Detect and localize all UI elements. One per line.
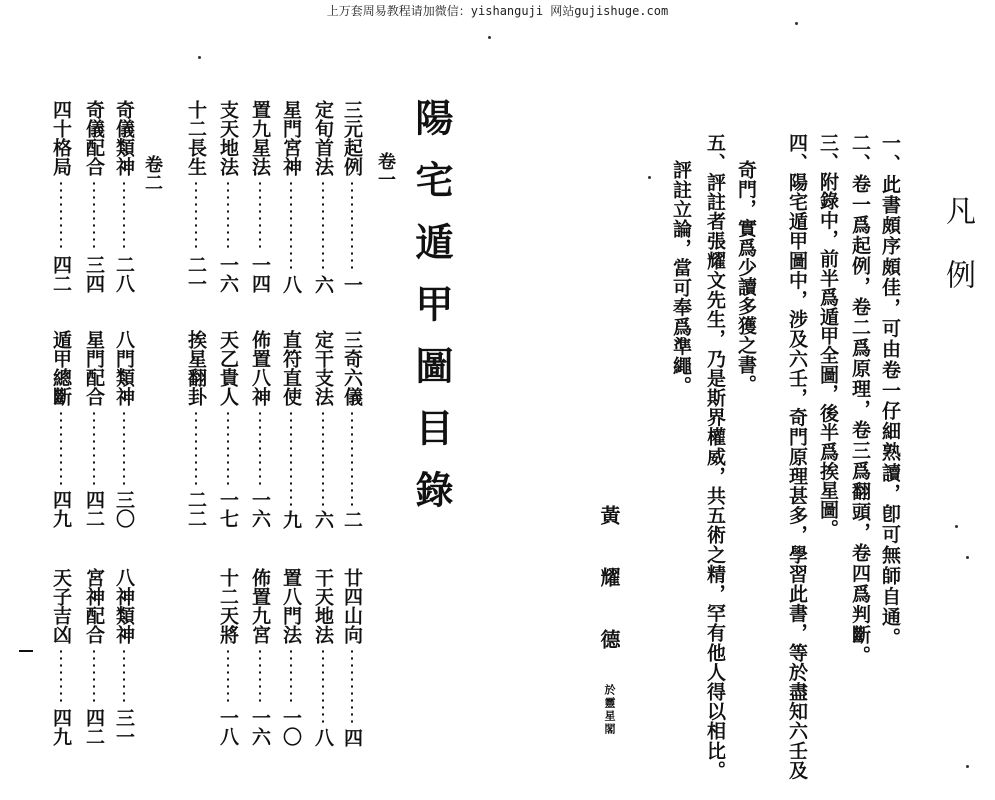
toc-entry-name: 天乙貴人: [217, 330, 239, 406]
toc-leader-dots: [322, 648, 324, 724]
toc-entry-page: 三一: [113, 708, 135, 746]
toc-leader-dots: [227, 648, 229, 704]
toc-entry-name: 天子吉凶: [50, 568, 72, 644]
preface-rule-4: 四、陽宅遁甲圖中，涉及六壬，奇門原理甚多，學習此書，等於盡知六壬及: [786, 133, 808, 780]
toc-entry-page: 一六: [249, 708, 271, 746]
toc-entry-page: 二: [341, 510, 363, 529]
toc-leader-dots: [123, 180, 125, 251]
toc-entry-name: 十二天將: [217, 568, 239, 644]
toc-entry-page: 九: [280, 510, 302, 529]
toc-entry-name: 奇儀類神: [113, 100, 135, 176]
toc-entry-name: 干天地法: [312, 568, 334, 644]
toc-entry-name: 佈置九宮: [249, 568, 271, 644]
toc-entry-page: 二一: [185, 255, 207, 293]
toc-entry-page: 三四: [83, 255, 105, 293]
preface-title: 凡例: [940, 195, 975, 323]
toc-leader-dots: [195, 180, 197, 251]
toc-leader-dots: [227, 410, 229, 486]
toc-leader-dots: [93, 180, 95, 251]
toc-leader-dots: [60, 180, 62, 251]
preface-rule-7: 評註立論，當可奉爲準繩。: [670, 160, 692, 396]
toc-entry-page: 四二: [50, 255, 72, 293]
toc-entry-name: 四十格局: [50, 100, 72, 176]
toc-entry-name: 奇儀配合: [83, 100, 105, 176]
toc-entry-page: 二八: [113, 255, 135, 293]
toc-leader-dots: [60, 648, 62, 704]
toc-entry-page: 一四: [249, 255, 271, 293]
scan-speck: [966, 556, 969, 559]
toc-entry-name: 遁甲總斷: [50, 330, 72, 406]
toc-entry-name: 佈置八神: [249, 330, 271, 406]
preface-signature-note: 於靈星閣: [603, 684, 616, 736]
page-number-mark: [19, 650, 33, 652]
toc-entry-page: 四九: [50, 490, 72, 528]
toc-entry-name: 定旬首法: [312, 100, 334, 176]
toc-title: 陽宅遁甲圖目錄: [409, 98, 454, 532]
toc-entry-name: 宮神配合: [83, 568, 105, 644]
toc-leader-dots: [60, 410, 62, 486]
toc-leader-dots: [93, 648, 95, 704]
toc-entry-page: 四二: [83, 490, 105, 528]
toc-entry-name: 置九星法: [249, 100, 271, 176]
toc-leader-dots: [290, 648, 292, 704]
scan-speck: [648, 176, 651, 179]
preface-rule-5: 奇門，實爲少讀多獲之書。: [735, 160, 757, 394]
toc-leader-dots: [259, 180, 261, 251]
toc-leader-dots: [123, 648, 125, 704]
toc-entry-page: 四九: [50, 708, 72, 746]
toc-entry-page: 六: [312, 275, 334, 294]
toc-leader-dots: [322, 180, 324, 271]
toc-leader-dots: [351, 180, 353, 271]
toc-entry-page: 一: [341, 275, 363, 294]
toc-entry-name: 星門配合: [83, 330, 105, 406]
toc-leader-dots: [290, 180, 292, 271]
scan-speck: [198, 56, 201, 59]
toc-section-label-1: 卷一: [375, 152, 396, 188]
toc-entry-name: 十二長生: [185, 100, 207, 176]
preface-rule-6: 五、評註者張耀文先生，乃是斯界權威，共五術之精，罕有他人得以相比。: [704, 133, 726, 780]
toc-leader-dots: [195, 410, 197, 486]
scan-speck: [955, 525, 958, 528]
toc-entry-name: 置八門法: [280, 568, 302, 644]
toc-entry-page: 四: [341, 728, 363, 747]
toc-entry-page: 二二: [185, 490, 207, 528]
toc-entry-name: 三元起例: [341, 100, 363, 176]
toc-entry-page: 一六: [249, 490, 271, 528]
preface-rule-1: 一、此書頗序頗佳，可由卷一仔細熟讀，卽可無師自通。: [879, 133, 901, 648]
toc-entry-name: 星門宮神: [280, 100, 302, 176]
toc-entry-name: 三奇六儀: [341, 330, 363, 406]
toc-leader-dots: [227, 180, 229, 251]
preface-rule-2: 二、卷一爲起例，卷二爲原理，卷三爲翻頭，卷四爲判斷。: [849, 133, 871, 666]
toc-section-label-2: 卷二: [142, 155, 163, 191]
toc-leader-dots: [93, 410, 95, 486]
toc-entry-name: 挨星翻卦: [185, 330, 207, 406]
toc-entry-page: 一八: [217, 708, 239, 746]
toc-leader-dots: [351, 410, 353, 506]
toc-entry-page: 六: [312, 510, 334, 529]
toc-entry-page: 一七: [217, 490, 239, 528]
toc-entry-name: 八神類神: [113, 568, 135, 644]
toc-leader-dots: [322, 410, 324, 506]
toc-entry-name: 支天地法: [217, 100, 239, 176]
toc-leader-dots: [290, 410, 292, 506]
toc-leader-dots: [259, 410, 261, 486]
toc-entry-page: 一〇: [280, 708, 302, 746]
toc-leader-dots: [259, 648, 261, 704]
toc-entry-name: 定干支法: [312, 330, 334, 406]
toc-entry-page: 八: [280, 275, 302, 294]
scan-speck: [966, 765, 969, 768]
toc-entry-name: 八門類神: [113, 330, 135, 406]
toc-entry-page: 八: [312, 728, 334, 747]
toc-entry-page: 三〇: [113, 490, 135, 528]
preface-rule-3: 三、附錄中，前半爲遁甲全圖，後半爲挨星圖。: [817, 133, 839, 539]
toc-entry-page: 四二: [83, 708, 105, 746]
toc-entry-page: 一六: [217, 255, 239, 293]
toc-entry-name: 廿四山向: [341, 568, 363, 644]
scan-speck: [795, 22, 798, 25]
watermark-text: 上万套周易教程请加微信：yishanguji 网站gujishuge.com: [326, 4, 669, 18]
toc-leader-dots: [123, 410, 125, 486]
toc-leader-dots: [351, 648, 353, 724]
preface-author: 黃耀德: [597, 505, 621, 691]
scan-speck: [488, 36, 491, 39]
toc-entry-name: 直符直使: [280, 330, 302, 406]
